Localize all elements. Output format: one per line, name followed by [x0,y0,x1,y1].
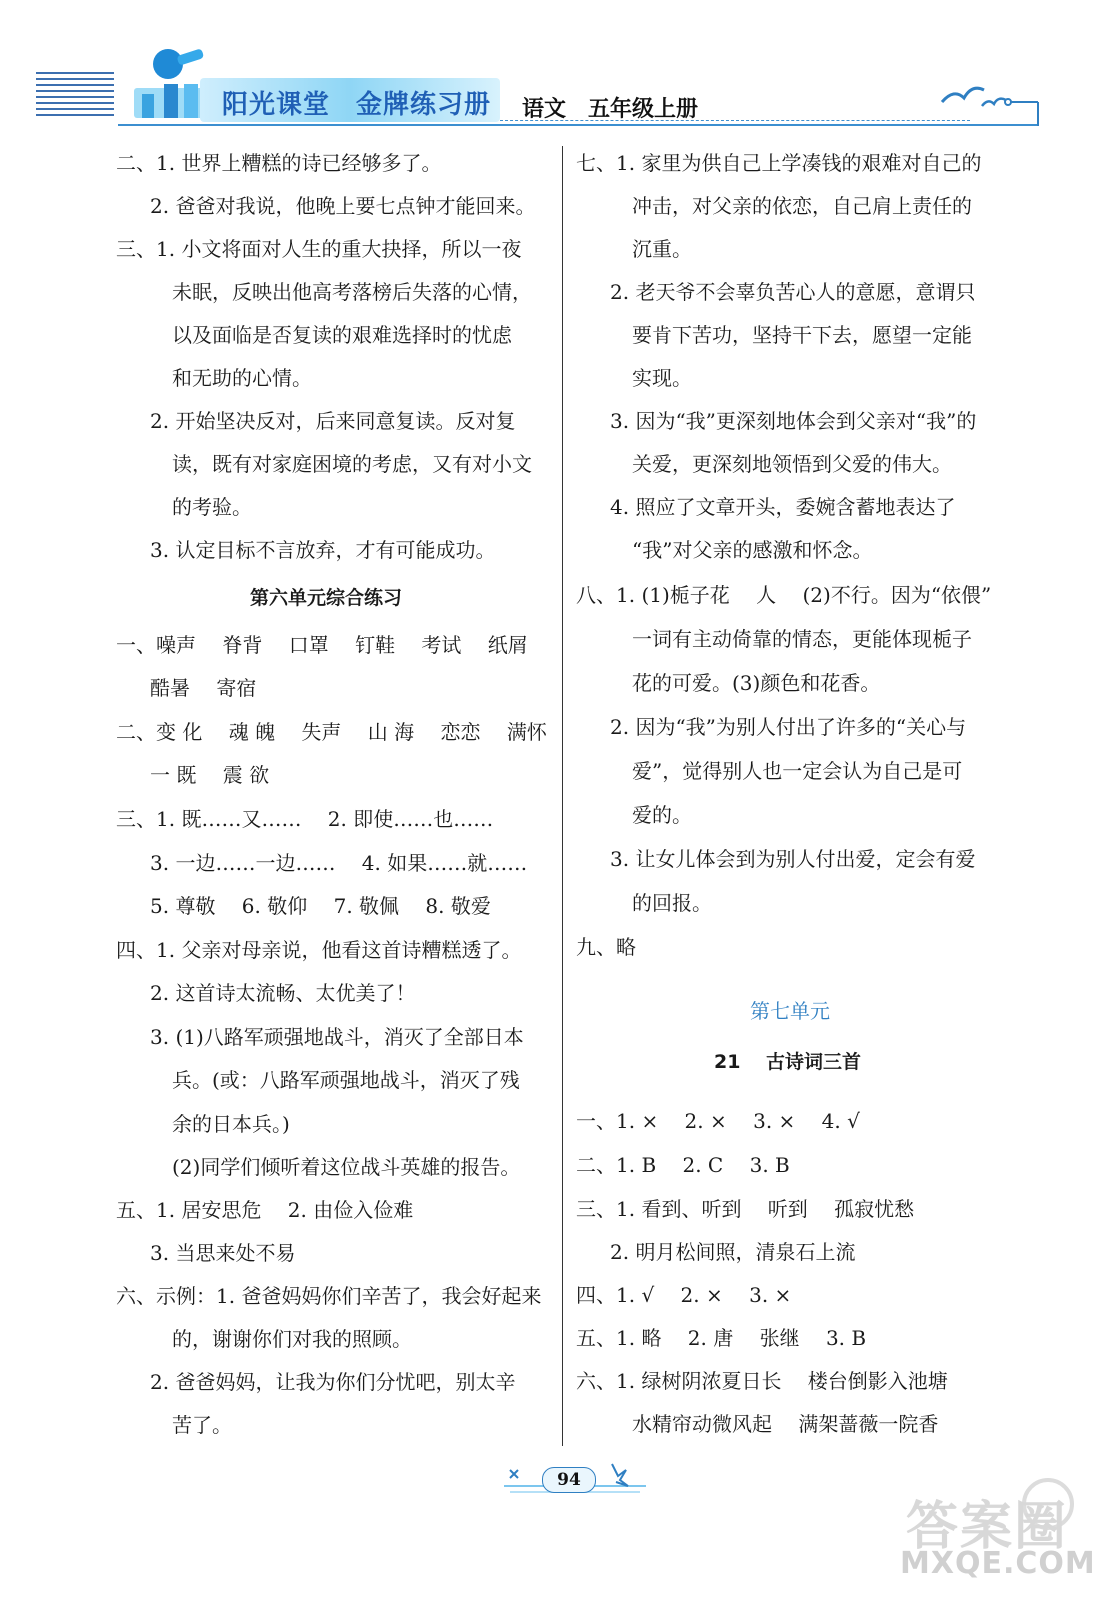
page-header [0,0,1097,150]
unit-heading: 第七单元 [750,999,830,1023]
answer-line: 一词有主动倚靠的情态，更能体现栀子 [632,627,972,651]
answer-line: 沉重。 [632,237,692,261]
brand-name-1: 阳光课堂 [222,90,331,120]
answer-line: 五、1. 略 2. 唐 张继 3. B [576,1326,867,1350]
answer-line: 冲击，对父亲的依恋，自己肩上责任的 [632,194,972,218]
answer-line: 四、1. √ 2. × 3. × [576,1283,792,1307]
page-number: 94 [542,1467,596,1493]
answer-line: 3. 当思来处不易 [150,1241,296,1265]
subject-label: 语文 [522,97,567,122]
answer-line: 二、变 化 魂 魄 失声 山 海 恋恋 满怀 [116,720,547,744]
grade-label: 五年级上册 [588,97,699,122]
answer-line: 3. 一边……一边…… 4. 如果……就…… [150,851,528,875]
answer-line: 六、1. 绿树阴浓夏日长 楼台倒影入池塘 [576,1369,948,1393]
answer-line: 2. 开始坚决反对，后来同意复读。反对复 [150,409,516,433]
answer-line: 爱”，觉得别人也一定会认为自己是可 [632,759,963,783]
answer-line: 3. 让女儿体会到为别人付出爱，定会有爱 [610,847,976,871]
answer-line: 三、1. 小文将面对人生的重大抉择，所以一夜 [116,237,522,261]
column-divider [562,146,563,1446]
section-heading: 第六单元综合练习 [250,587,403,609]
answer-line: “我”对父亲的感激和怀念。 [632,538,873,562]
answer-line: 爱的。 [632,803,692,827]
answer-line: 2. 老天爷不会辜负苦心人的意愿，意谓只 [610,280,976,304]
answer-line: 2. 这首诗太流畅、太优美了！ [150,981,416,1005]
answer-line: 2. 爸爸妈妈，让我为你们分忧吧，别太辛 [150,1370,516,1394]
answer-line: 花的可爱。(3)颜色和花香。 [632,671,881,695]
header-rule [118,124,1038,126]
header-dashed-line [500,120,970,121]
answer-line: 三、1. 既……又…… 2. 即使……也…… [116,807,494,831]
answer-line: 水精帘动微风起 满架蔷薇一院香 [632,1412,939,1436]
answer-line: 和无助的心情。 [172,366,312,390]
answer-line: 二、1. B 2. C 3. B [576,1153,790,1177]
answer-line: 关爱，更深刻地领悟到父爱的伟大。 [632,452,952,476]
answer-line: 2. 因为“我”为别人付出了许多的“关心与 [610,715,967,739]
lesson-heading: 21 古诗词三首 [714,1051,862,1073]
answer-line: 实现。 [632,366,692,390]
answer-line: 一 既 震 欲 [150,763,270,787]
answer-line: 的考验。 [172,495,252,519]
answer-line: 3. 认定目标不言放弃，才有可能成功。 [150,538,496,562]
answer-line: 九、略 [576,935,636,959]
answer-line: 八、1. (1)栀子花 人 (2)不行。因为“依偎” [576,583,992,607]
answer-line: 一、噪声 脊背 口罩 钉鞋 考试 纸屑 [116,633,528,657]
answer-line: 5. 尊敬 6. 敬仰 7. 敬佩 8. 敬爱 [150,894,491,918]
answer-line: 余的日本兵。) [172,1112,290,1136]
brand-name-2: 金牌练习册 [356,90,492,120]
answer-line: 五、1. 居安思危 2. 由俭入俭难 [116,1198,414,1222]
answer-line: (2)同学们倾听着这位战斗英雄的报告。 [172,1155,521,1179]
answer-line: 以及面临是否复读的艰难选择时的忧虑 [172,323,512,347]
answer-line: 一、1. × 2. × 3. × 4. √ [576,1109,860,1133]
answer-line: 读，既有对家庭困境的考虑，又有对小文 [172,452,532,476]
answer-line: 六、示例：1. 爸爸妈妈你们辛苦了，我会好起来 [116,1284,542,1308]
answer-line: 要肯下苦功，坚持干下去，愿望一定能 [632,323,972,347]
answer-line: 2. 爸爸对我说，他晚上要七点钟才能回来。 [150,194,536,218]
watermark-text: 答案圈 [906,1497,1069,1557]
header-stripes [36,72,114,124]
answer-line: 二、1. 世界上糟糕的诗已经够多了。 [116,151,442,175]
answer-line: 苦了。 [172,1413,232,1437]
brand-title [222,84,517,121]
answer-line: 3. 因为“我”更深刻地体会到父亲对“我”的 [610,409,977,433]
answer-line: 四、1. 父亲对母亲说，他看这首诗糟糕透了。 [116,938,522,962]
answer-line: 未眠，反映出他高考落榜后失落的心情， [172,280,532,304]
watermark-url: MXQE.COM [900,1546,1096,1581]
answer-line: 3. (1)八路军顽强地战斗，消灭了全部日本 [150,1025,524,1049]
answer-line: 酷暑 寄宿 [150,676,257,700]
answer-line: 2. 明月松间照，清泉石上流 [610,1240,856,1264]
seagull-icon [936,76,1046,132]
answer-line: 4. 照应了文章开头，委婉含蓄地表达了 [610,495,956,519]
answer-line: 七、1. 家里为供自己上学凑钱的艰难对自己的 [576,151,982,175]
answer-line: 兵。(或：八路军顽强地战斗，消灭了残 [172,1068,520,1092]
subject-grade [522,92,720,123]
answer-line: 的回报。 [632,891,712,915]
answer-line: 三、1. 看到、听到 听到 孤寂忧愁 [576,1197,915,1221]
answer-line: 的，谢谢你们对我的照顾。 [172,1327,412,1351]
